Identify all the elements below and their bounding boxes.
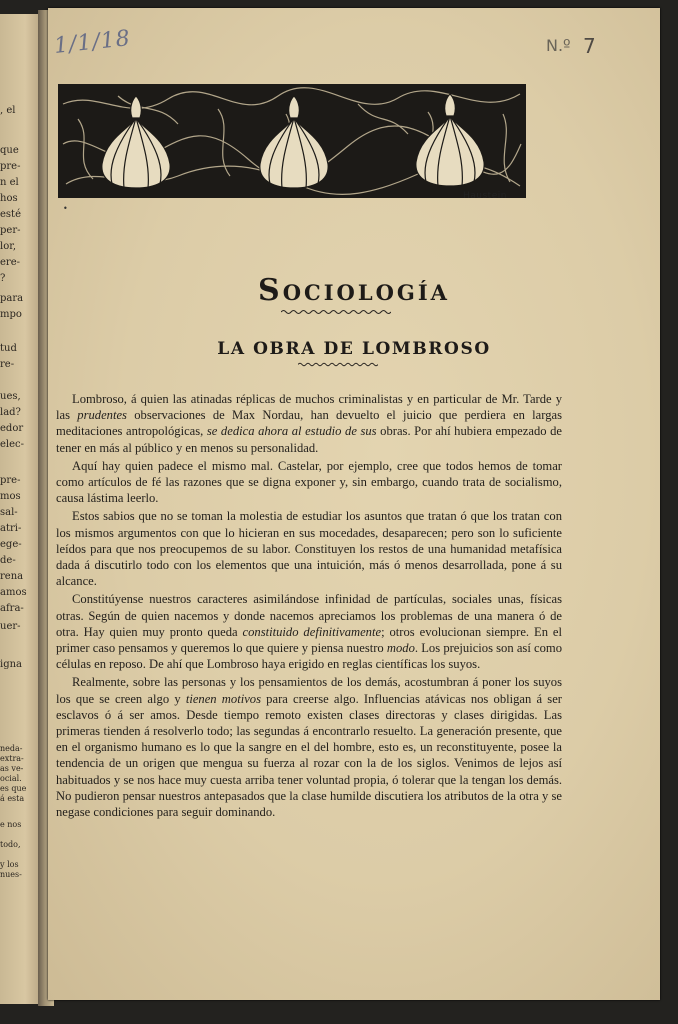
onion-vine-woodcut-banner <box>58 84 526 198</box>
left-page-text-fragment: afra- <box>0 603 24 614</box>
left-page-text-fragment: rena <box>0 571 24 582</box>
left-page-note-fragment: e nos <box>0 820 22 829</box>
left-page-text-fragment: ege- <box>0 539 22 550</box>
wavy-rule <box>298 362 378 367</box>
left-page-note-fragment: extra- <box>0 754 24 763</box>
left-page-text-fragment: pre- <box>0 475 21 486</box>
left-page-note-fragment: nues- <box>0 870 22 879</box>
book-page <box>48 8 660 1000</box>
article-paragraph <box>56 508 562 589</box>
left-page-text-fragment: ? <box>0 273 6 284</box>
left-page-text-fragment: ere- <box>0 257 20 268</box>
left-page-text-fragment: lad? <box>0 407 21 418</box>
left-page-note-fragment: neda- <box>0 744 23 753</box>
article-paragraph <box>56 458 562 507</box>
left-page-edge <box>0 14 42 1004</box>
text-run: observaciones de Max Nordau, han devuelto el juicio que perdiera en largas meditaciones antropológicas, <box>56 408 562 439</box>
text-run: Aquí hay quien padece el mismo mal. Castelar, por ejemplo, cree que todos hemos de tomar como artículos de fé las razones que se digna exponer y, sin embargo, cuando trata de socialismo, causa lástima leerlo. <box>56 458 562 506</box>
article-title: LA OBRA DE LOMBROSO <box>217 339 491 359</box>
left-page-text-fragment: re- <box>0 359 15 370</box>
text-run: Constitúyense nuestros caracteres asimilándose infinidad de partículas, sociales unas, físicas otras. Según de quien nacemos y donde nacemos apreciamos los problemas de una manera ó de otra. Hay quien muy pronto queda <box>56 592 562 639</box>
left-page-note-fragment: as ve- <box>0 764 24 773</box>
text-run: ; otros evolucionan siempre. En el primer caso pensamos y queremos lo que quiere y piensa nuestro <box>56 624 562 656</box>
text-run: obras. Por ahí hubiera empezado de tener en más al público y en menos su personalidad. <box>56 424 562 455</box>
article-paragraph <box>56 674 562 820</box>
left-page-text-fragment: per- <box>0 225 21 236</box>
left-page-text-fragment: tud <box>0 343 17 354</box>
page-number: 7 <box>583 34 596 58</box>
left-page-text-fragment: igna <box>0 659 23 670</box>
left-page-text-fragment: amos <box>0 587 27 598</box>
left-page-note-fragment: á esta <box>0 794 25 803</box>
left-page-note-fragment: es que <box>0 784 27 793</box>
page-number-label: N.º <box>546 36 571 55</box>
italic-run: constituido definitivamente <box>242 624 382 639</box>
left-page-text-fragment: para <box>0 293 24 304</box>
left-page-text-fragment: uer- <box>0 621 21 632</box>
left-page-text-fragment: n el <box>0 177 19 188</box>
left-page-note-fragment: y los <box>0 860 19 869</box>
left-page-note-fragment: todo, <box>0 840 21 849</box>
left-page-text-fragment: hos <box>0 193 18 204</box>
article-paragraph <box>56 591 562 672</box>
left-page-text-fragment: de- <box>0 555 16 566</box>
left-page-text-fragment: que <box>0 145 19 156</box>
left-page-text-fragment: mpo <box>0 309 22 320</box>
article-body <box>56 391 562 820</box>
left-page-text-fragment: esté <box>0 209 21 220</box>
left-page-text-fragment: elec- <box>0 439 25 450</box>
left-page-text-fragment: edor <box>0 423 24 434</box>
wavy-rule <box>281 309 391 315</box>
text-run: . Los prejuicios son así como células en reposo. De ahí que Lombroso haya erigido en reglas científicas los suyos. <box>56 641 562 672</box>
left-page-text-fragment: , el <box>0 105 16 116</box>
text-run: para creerse algo. Influencias atávicas nos obligan á ser esclavos ó á ser amos. Desde tiempo remoto existen clases directoras y clases dirigidas. Las primeras tienden á resolverlo todo; las segundas á encontrarlo resuelto. La generación presente, que en el organismo humano es lo que la sangre en el del hombre, esto es, un reconstituyente, posee la tendencia de un origen que mengua su fuerza al rozar con la de los siglos. Venimos de lejos así habituados y se nos hace muy cuesta arriba tener voluntad propia, ó tolerar que la tengan los demás. No pudieron pensar nuestros antepasados que la clase humilde discutiera los atributos de la otra y se negase condiciones para seguir dominando. <box>56 691 562 820</box>
italic-run: modo <box>386 641 415 656</box>
text-run: Realmente, sobre las personas y los pensamientos de los demás, acostumbran á poner los suyos los que se creen algo y <box>56 675 562 706</box>
shelfmark: 1/1/18 <box>52 26 132 59</box>
left-page-note-fragment: ocial. <box>0 774 22 783</box>
italic-run: prudentes <box>77 408 127 423</box>
text-run: Estos sabios que no se toman la molestia de estudiar los asuntos que tratan ó que los tratan con los mismos argumentos con que lo hicieran en sus mocedades, desaparecen; pero son lo suficiente leídos para que nos preocupemos de su labor. Constituyen los restos de una humanidad metafísica dada á discutirlo todo con los elementos que una intuición, más ó menos desarrollada, pone á su alcance. <box>56 509 562 589</box>
italic-run: tienen motivos <box>185 691 261 706</box>
section-title: Sociología <box>258 273 450 308</box>
italic-run: se dedica ahora al estudio de sus <box>206 424 377 439</box>
article-paragraph <box>56 391 562 456</box>
left-page-text-fragment: sal- <box>0 507 18 518</box>
left-page-text-fragment: mos <box>0 491 21 502</box>
left-page-text-fragment: atri- <box>0 523 22 534</box>
text-run: Lombroso, á quien las atinadas réplicas de muchos criminalistas y en particular de Mr. Tarde y las <box>56 392 562 423</box>
left-page-text-fragment: pre- <box>0 161 21 172</box>
left-page-text-fragment: ues, <box>0 391 21 402</box>
printer-mark: • <box>63 204 68 213</box>
left-page-text-fragment: lor, <box>0 241 17 252</box>
illustrator-signature: Haustein <box>463 191 507 201</box>
